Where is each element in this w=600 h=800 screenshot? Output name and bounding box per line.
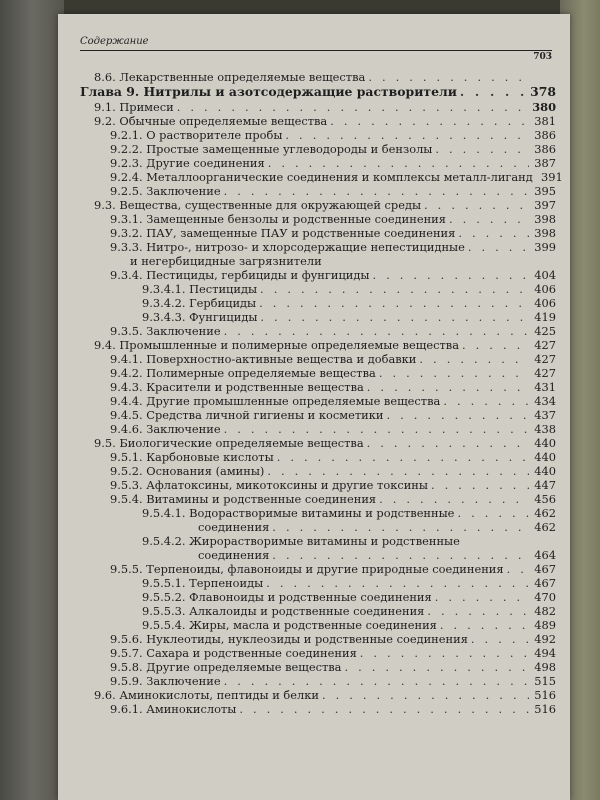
toc-entry xyxy=(80,618,556,632)
leader-dots xyxy=(177,100,529,114)
leader-dots xyxy=(224,674,529,688)
toc-entry xyxy=(80,70,556,84)
toc-entry xyxy=(80,450,556,464)
toc-page-number: 399 xyxy=(534,240,556,254)
toc-chapter-row xyxy=(80,84,556,100)
toc-page-number: 398 xyxy=(534,212,556,226)
leader-dots xyxy=(266,576,529,590)
leader-dots xyxy=(443,394,529,408)
leader-dots xyxy=(260,310,529,324)
toc-page-number: 482 xyxy=(534,604,556,618)
toc-page-number: 404 xyxy=(534,268,556,282)
toc-entry xyxy=(80,212,556,226)
toc-entry xyxy=(80,324,556,338)
toc-entry-title: 9.3.4.3. Фунгициды xyxy=(142,310,258,324)
toc-entry xyxy=(80,408,556,422)
leader-dots xyxy=(224,422,529,436)
toc-entry-title: 9.2. Обычные определяемые вещества xyxy=(94,114,328,128)
toc-page-number: 406 xyxy=(534,296,556,310)
toc-entry-continuation xyxy=(80,254,556,268)
toc-page-number: 387 xyxy=(534,156,556,170)
toc-entry-continuation xyxy=(80,520,556,534)
leader-dots xyxy=(419,352,529,366)
toc-entry-title: 9.5.3. Афлатоксины, микотоксины и другие токсины xyxy=(110,478,428,492)
toc-page-number: 395 xyxy=(534,184,556,198)
toc-entry xyxy=(80,380,556,394)
toc-entry xyxy=(80,674,556,688)
toc-entry-title: 9.5.7. Сахара и родственные соединения xyxy=(110,646,357,660)
toc-continuation-text: соединения xyxy=(198,520,270,534)
leader-dots xyxy=(224,184,529,198)
toc-page-number: 456 xyxy=(534,492,556,506)
toc-entry-title: 9.3.4.1. Пестициды xyxy=(142,282,258,296)
toc-page-number: 438 xyxy=(534,422,556,436)
toc-entry xyxy=(80,422,556,436)
toc-entry xyxy=(80,562,556,576)
leader-dots xyxy=(330,114,529,128)
toc-entry-title: 9.5.2. Основания (амины) xyxy=(110,464,265,478)
toc-entry xyxy=(80,100,556,114)
toc-continuation-text: и негербицидные загрязнители xyxy=(130,254,322,268)
leader-dots xyxy=(507,562,529,576)
toc-page-number: 462 xyxy=(534,520,556,534)
toc-entry xyxy=(80,366,556,380)
toc-entry-title: 9.5.5.4. Жиры, масла и родственные соединения xyxy=(142,618,437,632)
toc-page-number: 515 xyxy=(534,674,556,688)
toc-page-number: 419 xyxy=(534,310,556,324)
leader-dots xyxy=(272,548,529,562)
toc-continuation-text: соединения xyxy=(198,548,270,562)
toc-entry xyxy=(80,352,556,366)
toc-entry-title: 9.4. Промышленные и полимерные определяемые вещества xyxy=(94,338,460,352)
leader-dots xyxy=(224,324,529,338)
toc-page-number: 440 xyxy=(534,464,556,478)
toc-page-number: 494 xyxy=(534,646,556,660)
toc-page-number: 498 xyxy=(534,660,556,674)
leader-dots xyxy=(268,156,529,170)
leader-dots xyxy=(267,464,529,478)
toc-entry xyxy=(80,506,556,520)
running-header xyxy=(80,30,552,62)
toc-entry-title: 9.3.4.2. Гербициды xyxy=(142,296,257,310)
toc-entry xyxy=(80,576,556,590)
toc-entry xyxy=(80,478,556,492)
toc-page-number: 431 xyxy=(534,380,556,394)
left-page-edge xyxy=(0,0,64,800)
leader-dots xyxy=(344,660,529,674)
toc-entry-title: 9.6.1. Аминокислоты xyxy=(110,702,237,716)
toc-page-number: 462 xyxy=(534,506,556,520)
toc-entry xyxy=(80,198,556,212)
toc-entry xyxy=(80,590,556,604)
toc-entry-title: 9.3.2. ПАУ, замещенные ПАУ и родственные соединения xyxy=(110,226,456,240)
toc-entry-title: 9.2.1. О растворителе пробы xyxy=(110,128,283,142)
toc-entry-title: 9.4.4. Другие промышленные определяемые вещества xyxy=(110,394,441,408)
leader-dots xyxy=(449,212,529,226)
toc-entry-title: 9.5.5.2. Флавоноиды и родственные соединения xyxy=(142,590,432,604)
toc-entry xyxy=(80,492,556,506)
leader-dots xyxy=(367,436,529,450)
leader-dots xyxy=(239,702,529,716)
leader-dots xyxy=(368,70,529,84)
leader-dots xyxy=(427,604,529,618)
leader-dots xyxy=(458,226,529,240)
toc-page-number: 381 xyxy=(534,114,556,128)
toc-page-number: 492 xyxy=(534,632,556,646)
toc-entry xyxy=(80,268,556,282)
toc-page-number: 427 xyxy=(534,338,556,352)
toc-entry xyxy=(80,338,556,352)
leader-dots xyxy=(372,268,529,282)
toc-entry xyxy=(80,702,556,716)
toc-entry-title: 8.6. Лекарственные определяемые вещества xyxy=(94,70,366,84)
toc-page-number: 467 xyxy=(534,576,556,590)
toc-entry xyxy=(80,142,556,156)
leader-dots xyxy=(379,492,529,506)
toc-page-number: 470 xyxy=(534,590,556,604)
toc-entry-title: 9.5.4.1. Водорастворимые витамины и родственные xyxy=(142,506,455,520)
leader-dots xyxy=(285,128,529,142)
toc-entry xyxy=(80,128,556,142)
toc-entry-title: 9.3.1. Замещенные бензолы и родственные соединения xyxy=(110,212,446,226)
toc-entry-title: 9.4.3. Красители и родственные вещества xyxy=(110,380,364,394)
toc-entry-title: 9.1. Примеси xyxy=(94,100,174,114)
toc-page-number: 440 xyxy=(534,436,556,450)
toc-entry-title: 9.5.5. Терпеноиды, флавоноиды и другие природные соединения xyxy=(110,562,504,576)
toc-entry-title: 9.3.4. Пестициды, гербициды и фунгициды xyxy=(110,268,370,282)
toc-page-number: 434 xyxy=(534,394,556,408)
toc-entry-title: 9.5.4.2. Жирорастворимые витамины и родственные xyxy=(142,534,460,548)
toc-entry xyxy=(80,688,556,702)
toc-entry xyxy=(80,282,556,296)
toc-page-number: 427 xyxy=(534,366,556,380)
toc-page-number: 440 xyxy=(534,450,556,464)
toc-entry xyxy=(80,436,556,450)
leader-dots xyxy=(367,380,529,394)
toc-page-number: 464 xyxy=(534,548,556,562)
toc-entry-title: Глава 9. Нитрилы и азотсодержащие растворители xyxy=(80,84,457,99)
leader-dots xyxy=(431,478,529,492)
toc-entry-title: 9.2.5. Заключение xyxy=(110,184,221,198)
toc-page-number: 425 xyxy=(534,324,556,338)
book-page xyxy=(58,14,570,800)
toc-entry xyxy=(80,604,556,618)
toc-entry xyxy=(80,534,556,548)
toc-entry xyxy=(80,184,556,198)
toc-entry-title: 9.4.6. Заключение xyxy=(110,422,221,436)
toc-entry xyxy=(80,646,556,660)
leader-dots xyxy=(322,688,529,702)
header-title: Содержание xyxy=(80,36,149,47)
toc-entry-title: 9.6. Аминокислоты, пептиды и белки xyxy=(94,688,319,702)
toc-entry-title: 9.3.5. Заключение xyxy=(110,324,221,338)
toc-page-number: 406 xyxy=(534,282,556,296)
toc-entry xyxy=(80,464,556,478)
toc-entry-title: 9.3.3. Нитро-, нитрозо- и хлорсодержащие непестицидные xyxy=(110,240,465,254)
toc-entry-title: 9.4.5. Средства личной гигиены и косметики xyxy=(110,408,384,422)
leader-dots xyxy=(435,590,529,604)
toc-page-number: 386 xyxy=(534,142,556,156)
toc-page-number: 489 xyxy=(534,618,556,632)
toc-entry xyxy=(80,296,556,310)
leader-dots xyxy=(462,338,529,352)
toc-entry-title: 9.5.5.3. Алкалоиды и родственные соединения xyxy=(142,604,425,618)
toc-page-number: 516 xyxy=(534,688,556,702)
toc-entry-title: 9.5.1. Карбоновые кислоты xyxy=(110,450,274,464)
toc-entry-title: 9.5.4. Витамины и родственные соединения xyxy=(110,492,377,506)
toc-entry-continuation xyxy=(80,548,556,562)
toc-entry-title: 9.5.8. Другие определяемые вещества xyxy=(110,660,342,674)
leader-dots xyxy=(379,366,529,380)
toc-entry xyxy=(80,632,556,646)
leader-dots xyxy=(360,646,529,660)
leader-dots xyxy=(468,240,529,254)
toc-page-number: 447 xyxy=(534,478,556,492)
toc-page-number: 386 xyxy=(534,128,556,142)
leader-dots xyxy=(460,84,527,100)
toc-entry xyxy=(80,114,556,128)
leader-dots xyxy=(471,632,529,646)
toc-page-number: 516 xyxy=(534,702,556,716)
toc-entry xyxy=(80,170,563,184)
toc-entry-title: 9.4.1. Поверхностно-активные вещества и добавки xyxy=(110,352,417,366)
leader-dots xyxy=(440,618,529,632)
toc-entry-title: 9.5. Биологические определяемые вещества xyxy=(94,436,364,450)
leader-dots xyxy=(424,198,529,212)
toc-page-number: 398 xyxy=(534,226,556,240)
table-of-contents xyxy=(80,70,563,716)
toc-entry xyxy=(80,310,556,324)
toc-page-number: 380 xyxy=(532,100,556,114)
toc-entry xyxy=(80,394,556,408)
leader-dots xyxy=(386,408,529,422)
toc-entry xyxy=(80,240,556,254)
leader-dots xyxy=(272,520,529,534)
toc-entry xyxy=(80,156,556,170)
toc-entry-title: 9.2.2. Простые замещенные углеводороды и бензолы xyxy=(110,142,433,156)
leader-dots xyxy=(277,450,529,464)
toc-entry-title: 9.2.3. Другие соединения xyxy=(110,156,265,170)
toc-entry-title: 9.2.4. Металлоорганические соединения и комплексы металл-лиганд xyxy=(110,170,533,184)
toc-entry-title: 9.3. Вещества, существенные для окружающей среды xyxy=(94,198,422,212)
toc-page-number: 378 xyxy=(530,84,556,99)
leader-dots xyxy=(259,296,529,310)
toc-entry-title: 9.5.9. Заключение xyxy=(110,674,221,688)
leader-dots xyxy=(435,142,529,156)
toc-entry-title: 9.4.2. Полимерные определяемые вещества xyxy=(110,366,376,380)
toc-page-number: 427 xyxy=(534,352,556,366)
toc-page-number: 437 xyxy=(534,408,556,422)
toc-entry xyxy=(80,660,556,674)
toc-entry-title: 9.5.5.1. Терпеноиды xyxy=(142,576,264,590)
leader-dots xyxy=(260,282,529,296)
page-number: 703 xyxy=(533,52,552,62)
leader-dots xyxy=(457,506,529,520)
toc-entry xyxy=(80,226,556,240)
toc-page-number: 467 xyxy=(534,562,556,576)
toc-page-number: 397 xyxy=(534,198,556,212)
toc-entry-title: 9.5.6. Нуклеотиды, нуклеозиды и родственные соединения xyxy=(110,632,468,646)
toc-page-number: 391 xyxy=(541,170,563,184)
